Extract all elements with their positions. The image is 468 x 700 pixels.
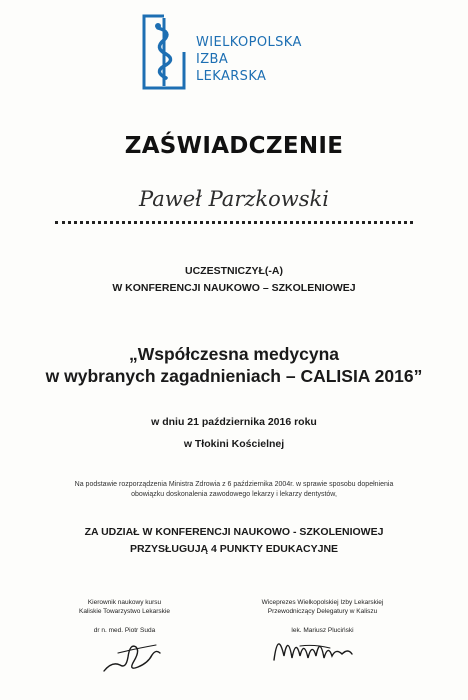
legal-basis-line-1: Na podstawie rozporządzenia Ministra Zdrowia z 6 października 2004r. w sprawie sposobu dopełnienia [74,481,394,488]
right-handwritten-signature [270,620,400,670]
left-signature-name: dr n. med. Piotr Suda [93,627,156,634]
left-handwritten-signature [98,627,168,679]
date-line: w dniu 21 października 2016 roku [151,416,317,428]
legal-basis-line-2: obowiązku doskonalenia zawodowego lekarzy i lekarzy dentystów, [131,491,337,498]
recipient-name: Paweł Parzkowski [139,187,329,211]
conference-title-line-2: w wybranych zagadnieniach – CALISIA 2016” [45,366,423,386]
logo-text [196,34,302,85]
chamber-logo [138,12,328,94]
conference-title-line-1: „Współczesna medycyna [128,344,340,364]
name-dotted-line [55,221,413,224]
points-line-1: ZA UDZIAŁ W KONFERENCJI NAUKOWO - SZKOLENIOWEJ [84,526,384,538]
left-signature-role-1: Kierownik naukowy kursu [87,599,162,606]
left-signature-role-2: Kaliskie Towarzystwo Lekarskie [79,608,170,615]
right-signature-role-2: Przewodniczący Delegatury w Kaliszu [267,608,378,615]
points-line-2: PRZYSŁUGUJĄ 4 PUNKTY EDUKACYJNE [129,543,339,555]
right-signature-role-1: Wiceprezes Wielkopolskiej Izby Lekarskiej [261,599,384,606]
logo-line-3: LEKARSKA [196,69,267,84]
place-line: w Tłokini Kościelnej [183,438,285,450]
participated-line: UCZESTNICZYŁ(-A) [185,265,283,277]
right-signature-name: lek. Mariusz Pluciński [291,627,354,634]
logo-line-2: IZBA [196,52,229,67]
logo-line-1: WIELKOPOLSKA [196,35,302,50]
certificate-title: ZAŚWIADCZENIE [124,133,344,159]
caduceus-icon [138,12,190,92]
conference-type-line: W KONFERENCJI NAUKOWO – SZKOLENIOWEJ [112,282,356,294]
